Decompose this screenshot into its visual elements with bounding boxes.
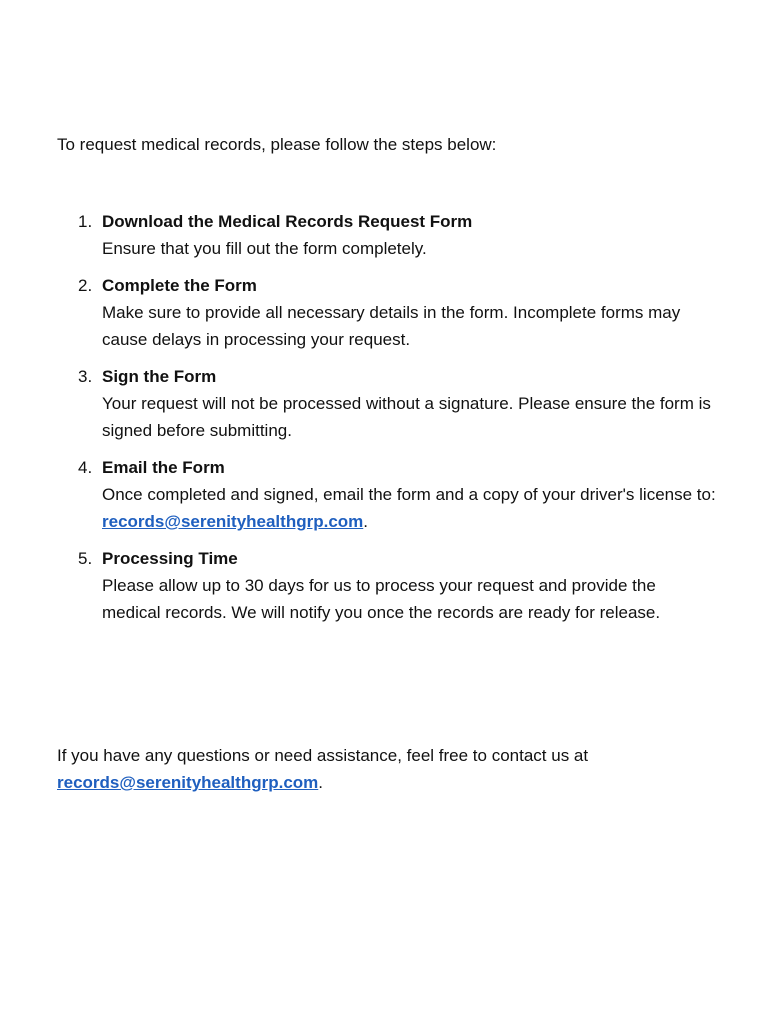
step-body: [102, 272, 718, 353]
step-text: Please allow up to 30 days for us to process your request and provide the medical records. We will notify you once the records are ready for release.: [102, 576, 661, 622]
email-link[interactable]: records@serenityhealthgrp.com: [102, 512, 364, 531]
steps-list: [78, 208, 718, 636]
step-text-before-email: Once completed and signed, email the form and a copy of your driver's license to:: [102, 485, 716, 504]
step-title: Complete the Form: [102, 276, 257, 295]
step-number: 4.: [78, 458, 93, 477]
step-number: 5.: [78, 549, 93, 568]
step-number: 1.: [78, 212, 93, 231]
step-body: [102, 454, 718, 535]
step-text: [102, 481, 718, 535]
step-text: Ensure that you fill out the form completely.: [102, 239, 427, 258]
step-number: 3.: [78, 367, 93, 386]
step-body: [102, 208, 718, 262]
contact-email-link[interactable]: records@serenityhealthgrp.com: [57, 773, 319, 792]
list-item-sign-form: [78, 363, 718, 444]
list-item-complete-form: [78, 272, 718, 353]
list-item-download-form: [78, 208, 718, 262]
list-item-email-form: [78, 454, 718, 535]
step-body: [102, 363, 718, 444]
step-number: 2.: [78, 276, 93, 295]
contact-text: If you have any questions or need assistance, feel free to contact us at: [57, 746, 589, 765]
step-title: Processing Time: [102, 549, 238, 568]
step-text: Your request will not be processed without a signature. Please ensure the form is signed before submitting.: [102, 394, 711, 440]
step-title: Download the Medical Records Request Form: [102, 212, 473, 231]
list-item-processing-time: [78, 545, 718, 626]
step-body: [102, 545, 718, 626]
step-text-after-email: .: [363, 512, 369, 531]
contact-paragraph: [57, 742, 717, 796]
intro-text: To request medical records, please follow the steps below:: [57, 135, 497, 154]
step-title: Sign the Form: [102, 367, 217, 386]
step-title: Email the Form: [102, 458, 225, 477]
step-text: Make sure to provide all necessary details in the form. Incomplete forms may cause delays in processing your request.: [102, 303, 681, 349]
contact-text-after: .: [318, 773, 324, 792]
